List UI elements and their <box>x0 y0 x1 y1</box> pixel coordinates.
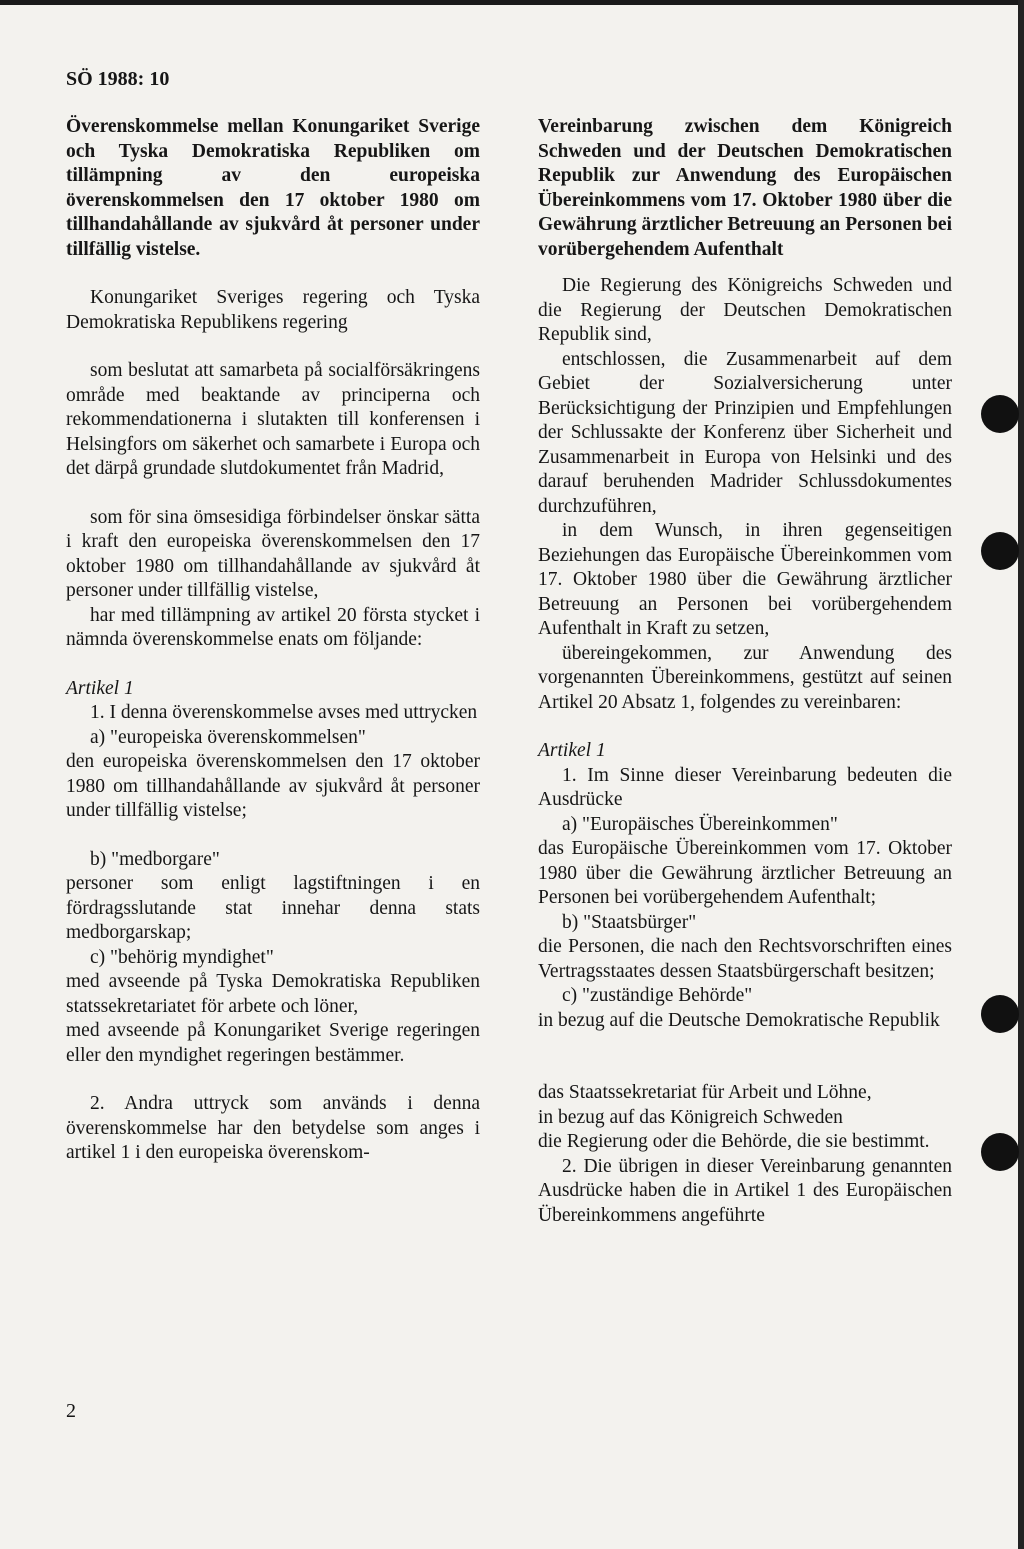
binding-hole-mark <box>981 532 1019 570</box>
swedish-paragraph: Konungariket Sveriges regering och Tyska Demokratiska Republikens regering <box>66 287 480 333</box>
binding-hole-mark <box>981 1133 1019 1171</box>
swedish-article-heading: Artikel 1 <box>66 677 134 699</box>
swedish-definition: med avseende på Konungariket Sverige regeringen eller den myndighet regeringen bestämmer. <box>66 1020 480 1066</box>
swedish-definition: personer som enligt lagstiftningen i en fördragsslutande stat innehar denna stats medborgarskap; <box>66 873 480 943</box>
german-definition: in bezug auf die Deutsche Demokratische Republik <box>538 1009 940 1031</box>
german-article-heading: Artikel 1 <box>538 740 606 761</box>
german-title: Vereinbarung zwischen dem Königreich Schweden und der Deutschen Demokratischen Republik zur Anwendung des Europäischen Übereinkommens vom 17. Oktober 1980 über die Gewährung ärztlicher Betreuung an Personen bei vorübergehendem Aufenthalt <box>538 116 952 260</box>
swedish-paragraph: har med tillämpning av artikel 20 första stycket i nämnda överenskommelse enats om följande: <box>66 604 480 650</box>
swedish-term: c) "behörig myndighet" <box>90 946 274 968</box>
scan-top-edge <box>0 0 1024 5</box>
german-article-text: 1. Im Sinne dieser Vereinbarung bedeuten die Ausdrücke <box>538 764 952 810</box>
german-paragraph: in dem Wunsch, in ihren gegenseitigen Beziehungen das Europäische Übereinkommen vom 17. Oktober 1980 über die Gewährung ärztlicher Betreuung an Personen bei vorübergehendem Aufenthalt in Kraft zu setzen, <box>538 520 952 639</box>
swedish-definition: den europeiska överenskommelsen den 17 oktober 1980 om tillhandahållande av sjukvård åt personer under tillfällig vistelse; <box>66 751 480 821</box>
swedish-definition: med avseende på Tyska Demokratiska Republiken statssekretariatet för arbete och löner, <box>66 971 480 1017</box>
document-reference: SÖ 1988: 10 <box>66 68 170 90</box>
german-paragraph: Die Regierung des Königreichs Schweden und die Regierung der Deutschen Demokratischen Republik sind, <box>538 275 952 345</box>
german-definition: das Staatssekretariat für Arbeit und Löhne, <box>538 1082 872 1103</box>
swedish-term: b) "medborgare" <box>90 848 220 870</box>
swedish-term: a) "europeiska överenskommelsen" <box>90 726 366 748</box>
scan-right-edge <box>1018 0 1024 1549</box>
page-number: 2 <box>66 1400 76 1422</box>
german-definition: das Europäische Übereinkommen vom 17. Oktober 1980 über die Gewährung ärztlicher Betreuung an Personen bei vorübergehendem Aufenthalt; <box>538 838 952 908</box>
german-definition: die Personen, die nach den Rechtsvorschriften eines Vertragsstaates dessen Staatsbürgerschaft besitzen; <box>538 936 952 982</box>
swedish-paragraph: som för sina ömsesidiga förbindelser önskar sätta i kraft den europeiska överenskommelsen den 17 oktober 1980 om tillhandahållande av sjukvård åt personer under tillfällig vistelse, <box>66 506 480 601</box>
german-column <box>538 115 952 1228</box>
swedish-article-text: 2. Andra uttryck som används i denna överenskommelse har den betydelse som anges i artikel 1 i den europeiska överenskom- <box>66 1093 480 1163</box>
swedish-column <box>66 115 480 1166</box>
swedish-paragraph: som beslutat att samarbeta på socialförsäkringens område med beaktande av principerna och rekommendationerna i slutakten till konferensen i Helsingfors om säkerhet och samarbete i Europa och det därpå grundade slutdokumentet från Madrid, <box>66 360 480 479</box>
german-paragraph: entschlossen, die Zusammenarbeit auf dem Gebiet der Sozialversicherung unter Berücksichtigung der Prinzipien und Empfehlungen der Schlussakte der Konferenz über Sicherheit und Zusammenarbeit in Europa von Helsinki und des darauf beruhenden Madrider Schlussdokumentes durchzuführen, <box>538 348 952 517</box>
binding-hole-mark <box>981 395 1019 433</box>
german-definition: die Regierung oder die Behörde, die sie bestimmt. <box>538 1131 930 1152</box>
binding-hole-mark <box>981 995 1019 1033</box>
german-term: b) "Staatsbürger" <box>562 911 697 933</box>
swedish-article-text: 1. I denna överenskommelse avses med uttrycken <box>90 702 478 723</box>
swedish-title: Överenskommelse mellan Konungariket Sverige och Tyska Demokratiska Republiken om tillämpning av den europeiska överenskommelsen den 17 oktober 1980 om tillhandahållande av sjukvård åt personer under tillfällig vistelse. <box>66 116 480 260</box>
german-term: a) "Europäisches Übereinkommen" <box>562 813 838 835</box>
german-definition: in bezug auf das Königreich Schweden <box>538 1106 843 1128</box>
german-article-text: 2. Die übrigen in dieser Vereinbarung genannten Ausdrücke haben die in Artikel 1 des Europäischen Übereinkommens angeführte <box>538 1155 952 1226</box>
german-paragraph: übereingekommen, zur Anwendung des vorgenannten Übereinkommens, gestützt auf seinen Artikel 20 Absatz 1, folgendes zu vereinbaren: <box>538 642 952 713</box>
german-term: c) "zuständige Behörde" <box>562 985 753 1006</box>
